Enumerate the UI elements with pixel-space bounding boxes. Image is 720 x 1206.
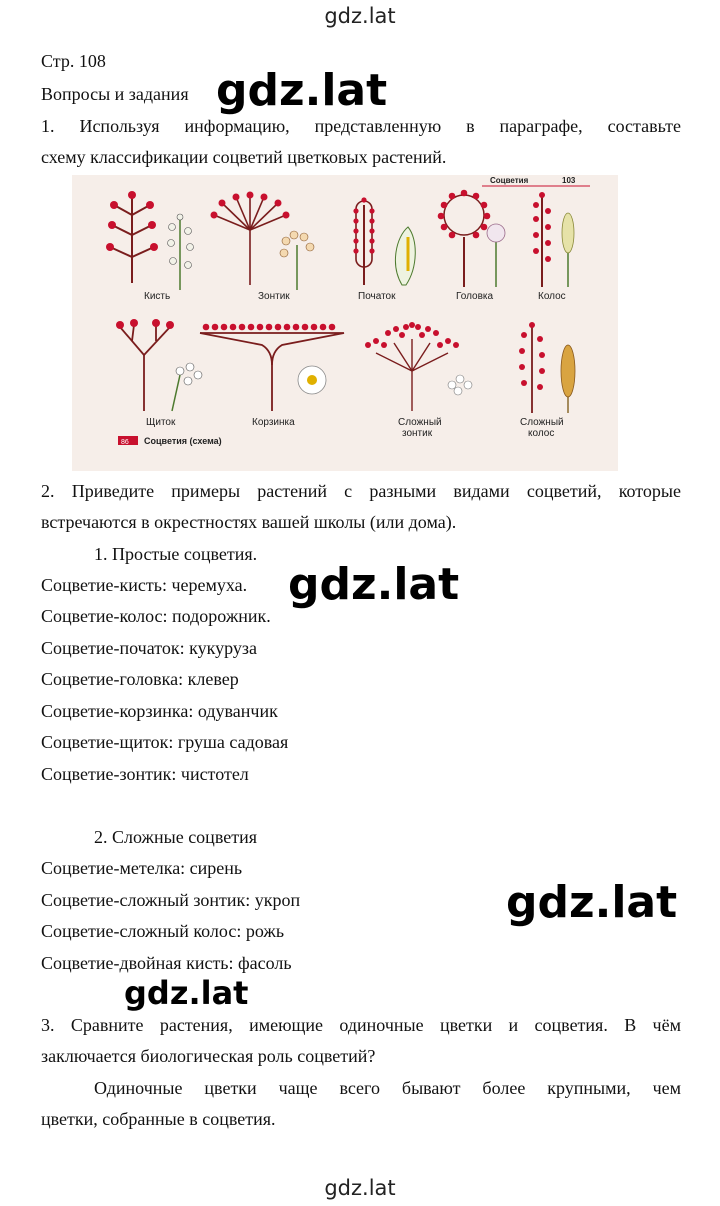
- umbel-plant: [280, 231, 314, 290]
- question-3-line-1: 3. Сравните растения, имеющие одиночные цветки и соцветия. В чём: [41, 1015, 681, 1035]
- complex-item-4: Соцветие-двойная кисть: фасоль: [41, 953, 292, 973]
- label-shchitok: Щиток: [146, 417, 176, 428]
- label-slozhny-zontik-2: зонтик: [402, 428, 433, 439]
- page-reference: Стр. 108: [41, 51, 106, 71]
- daisy-plant: [298, 366, 326, 394]
- complex-item-3: Соцветие-сложный колос: рожь: [41, 921, 285, 941]
- corymb-plant: [172, 363, 202, 411]
- simple-item-3: Соцветие-початок: кукуруза: [41, 638, 257, 658]
- question-2-line-2: встречаются в окрестностях вашей школы (или дома).: [41, 512, 457, 532]
- complex-item-1: Соцветие-метелка: сирень: [41, 858, 243, 878]
- compound-umbel-plant: [448, 375, 472, 395]
- inflorescence-diagram: [72, 175, 618, 471]
- section-title: Вопросы и задания: [41, 84, 189, 104]
- watermark-overlay-4: gdz.lat: [124, 974, 249, 1012]
- question-2-line-1: 2. Приведите примеры растений с разными видами соцветий, которые: [41, 481, 681, 501]
- simple-item-2: Соцветие-колос: подорожник.: [41, 606, 271, 626]
- simple-item-7: Соцветие-зонтик: чистотел: [41, 764, 249, 784]
- capitulum-scheme: [438, 190, 505, 287]
- label-slozhny-zontik-1: Сложный: [398, 417, 442, 428]
- corymb-scheme: [120, 325, 170, 411]
- question-1-line-1: 1. Используя информацию, представленную в параграфе, составьте: [41, 116, 681, 136]
- answer-3-line-1: Одиночные цветки чаще всего бывают более крупными, чем: [94, 1078, 681, 1098]
- label-kist: Кисть: [144, 291, 171, 302]
- label-korzinka: Корзинка: [252, 417, 295, 428]
- label-golovka: Головка: [456, 291, 494, 302]
- watermark-bottom: gdz.lat: [324, 1176, 396, 1200]
- simple-item-6: Соцветие-щиток: груша садовая: [41, 732, 289, 752]
- watermark-top: gdz.lat: [324, 4, 396, 28]
- complex-item-2: Соцветие-сложный зонтик: укроп: [41, 890, 301, 910]
- question-1-line-2: схему классификации соцветий цветковых растений.: [41, 147, 447, 167]
- basket-scheme: [200, 324, 344, 411]
- legend-number: 86: [121, 439, 129, 446]
- umbel-scheme: [214, 195, 286, 285]
- compound-spike-scheme: [519, 322, 575, 413]
- answer-3-line-2: цветки, собранные в соцветия.: [41, 1109, 276, 1129]
- spike-scheme: [533, 192, 574, 287]
- simple-item-4: Соцветие-головка: клевер: [41, 669, 239, 689]
- label-pochatok: Початок: [358, 291, 396, 302]
- spadix-scheme: [353, 197, 415, 285]
- inflorescence-figure: [72, 175, 618, 471]
- watermark-overlay-1: gdz.lat: [216, 65, 388, 116]
- raceme-plant: [168, 214, 194, 290]
- figure-page-number: 103: [562, 176, 576, 185]
- label-zontik: Зонтик: [258, 291, 290, 302]
- question-3-line-2: заключается биологическая роль соцветий?: [41, 1046, 376, 1066]
- compound-umbel-scheme: [376, 339, 448, 411]
- simple-heading: 1. Простые соцветия.: [94, 544, 258, 564]
- label-slozhny-kolos-2: колос: [528, 428, 555, 439]
- legend-caption: Соцветия (схема): [144, 436, 222, 446]
- simple-item-1: Соцветие-кисть: черемуха.: [41, 575, 248, 595]
- watermark-overlay-3: gdz.lat: [506, 877, 678, 928]
- raceme-scheme: [110, 195, 154, 283]
- watermark-overlay-2: gdz.lat: [288, 559, 460, 610]
- complex-heading: 2. Сложные соцветия: [94, 827, 257, 847]
- label-slozhny-kolos-1: Сложный: [520, 417, 564, 428]
- figure-header: Соцветия: [490, 176, 529, 185]
- label-kolos: Колос: [538, 291, 566, 302]
- simple-item-5: Соцветие-корзинка: одуванчик: [41, 701, 278, 721]
